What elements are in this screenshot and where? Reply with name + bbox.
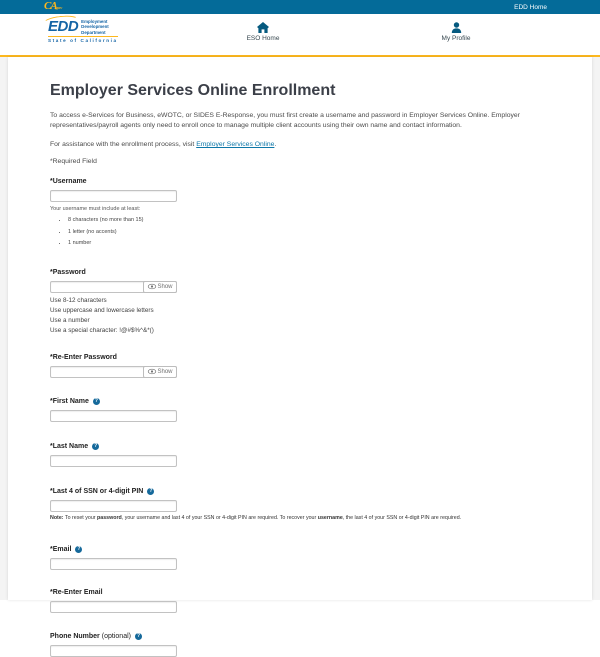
person-icon	[421, 20, 491, 32]
reenter-password-show-label: Show	[157, 368, 173, 375]
edd-logo-line-employment: Employment	[81, 19, 108, 24]
assistance-text-prefix: For assistance with the enrollment process, visit	[50, 141, 197, 148]
reenter-email-group	[50, 589, 552, 613]
page-title: Employer Services Online Enrollment	[50, 82, 336, 99]
reenter-password-label: *Re-Enter Password	[50, 353, 117, 361]
ssn-pin-group	[50, 488, 552, 521]
nav-my-profile[interactable]	[421, 20, 491, 42]
username-requirements-list	[68, 215, 552, 250]
phone-input[interactable]	[50, 645, 177, 657]
email-help-icon[interactable]: ?	[77, 546, 81, 552]
phone-label-optional: (optional)	[101, 632, 131, 640]
email-input[interactable]	[50, 558, 177, 570]
home-icon	[231, 20, 295, 32]
employer-services-online-link[interactable]: Employer Services Online	[196, 141, 275, 148]
required-field-note: *Required Field	[50, 158, 97, 165]
username-hint: Your username must include at least:	[50, 206, 141, 212]
ssn-note-text: , your username and last 4 of your SSN or 4-digit PIN are required. To recover your	[121, 514, 318, 521]
edd-home-link[interactable]: EDD Home	[514, 3, 547, 11]
eye-icon	[148, 284, 156, 289]
page-background	[0, 57, 600, 640]
username-label: *Username	[50, 178, 87, 185]
ca-gov-logo[interactable]	[44, 0, 62, 14]
nav-my-profile-label: My Profile	[441, 35, 471, 42]
intro-paragraph: To access e-Services for Business, eWOTC, or SIDES E-Response, you must first create a username and password in Employer Services Online. Employer representatives/payroll agents only need to enroll once to manage multiple client accounts using their own name and contact information.	[50, 112, 520, 129]
password-label: *Password	[50, 268, 86, 276]
assistance-paragraph	[50, 140, 552, 150]
last-name-group	[50, 443, 552, 467]
ssn-pin-input[interactable]	[50, 500, 177, 512]
ssn-note-bold: password	[97, 514, 122, 521]
nav-eso-home[interactable]	[231, 20, 295, 42]
username-requirement-item: • 1 number	[68, 238, 552, 250]
password-rule-item: Use 8-12 characters	[50, 296, 107, 304]
password-rule-item: Use a special character: !@#$%^&*()	[50, 326, 154, 334]
edd-logo[interactable]	[48, 19, 118, 43]
ssn-pin-help-icon[interactable]: ?	[149, 488, 153, 494]
reenter-email-input[interactable]	[50, 601, 177, 613]
last-name-label: *Last Name	[50, 442, 89, 450]
reenter-password-group	[50, 354, 552, 378]
ssn-note-bold: Note:	[50, 514, 64, 521]
password-show-label: Show	[157, 283, 173, 290]
ssn-note-bold: username	[317, 514, 343, 521]
ssn-note-text: To reset your	[63, 514, 98, 521]
site-header	[0, 14, 600, 55]
email-label: *Email	[50, 545, 72, 553]
utility-bar	[0, 0, 600, 14]
assistance-text-suffix: .	[274, 141, 277, 148]
last-name-help-icon[interactable]: ?	[94, 443, 98, 449]
ssn-pin-label: *Last 4 of SSN or 4-digit PIN	[50, 487, 144, 495]
phone-help-icon[interactable]: ?	[136, 633, 141, 639]
password-group	[50, 269, 552, 336]
edd-logo-department-lines	[81, 19, 109, 35]
password-rule-item: Use a number	[50, 316, 90, 324]
edd-logo-tagline: State of California	[48, 38, 118, 44]
last-name-input[interactable]	[50, 455, 177, 467]
password-rule-item: Use uppercase and lowercase letters	[50, 306, 154, 314]
first-name-label: *First Name	[50, 397, 89, 405]
password-show-button[interactable]	[143, 281, 177, 293]
reenter-email-label: *Re-Enter Email	[50, 588, 103, 596]
edd-logo-line-development: Development	[81, 24, 109, 30]
username-requirement-item: • 1 letter (no accents)	[68, 227, 552, 239]
main-content	[8, 57, 592, 640]
phone-label: Phone Number	[50, 632, 100, 640]
email-group	[50, 546, 552, 570]
edd-logo-acronym: EDD	[48, 18, 79, 35]
first-name-group	[50, 398, 552, 422]
username-input[interactable]	[50, 190, 177, 202]
username-requirement-item: • 8 characters (no more than 15)	[68, 215, 552, 227]
ssn-pin-note	[50, 515, 552, 521]
nav-eso-home-label: ESO Home	[246, 35, 280, 42]
username-group	[50, 178, 552, 250]
edd-logo-line-department: Department	[81, 29, 106, 35]
first-name-input[interactable]	[50, 410, 177, 422]
ssn-note-text: , the last 4 of your SSN or 4-digit PIN are required.	[342, 514, 462, 521]
first-name-help-icon[interactable]: ?	[94, 398, 98, 404]
reenter-password-show-button[interactable]	[143, 366, 177, 378]
ca-gov-logo-suffix: gov	[55, 5, 63, 10]
eye-icon	[148, 369, 156, 374]
password-rules	[50, 296, 552, 336]
ca-gov-logo-text: CA	[44, 0, 57, 12]
phone-group	[50, 633, 552, 657]
